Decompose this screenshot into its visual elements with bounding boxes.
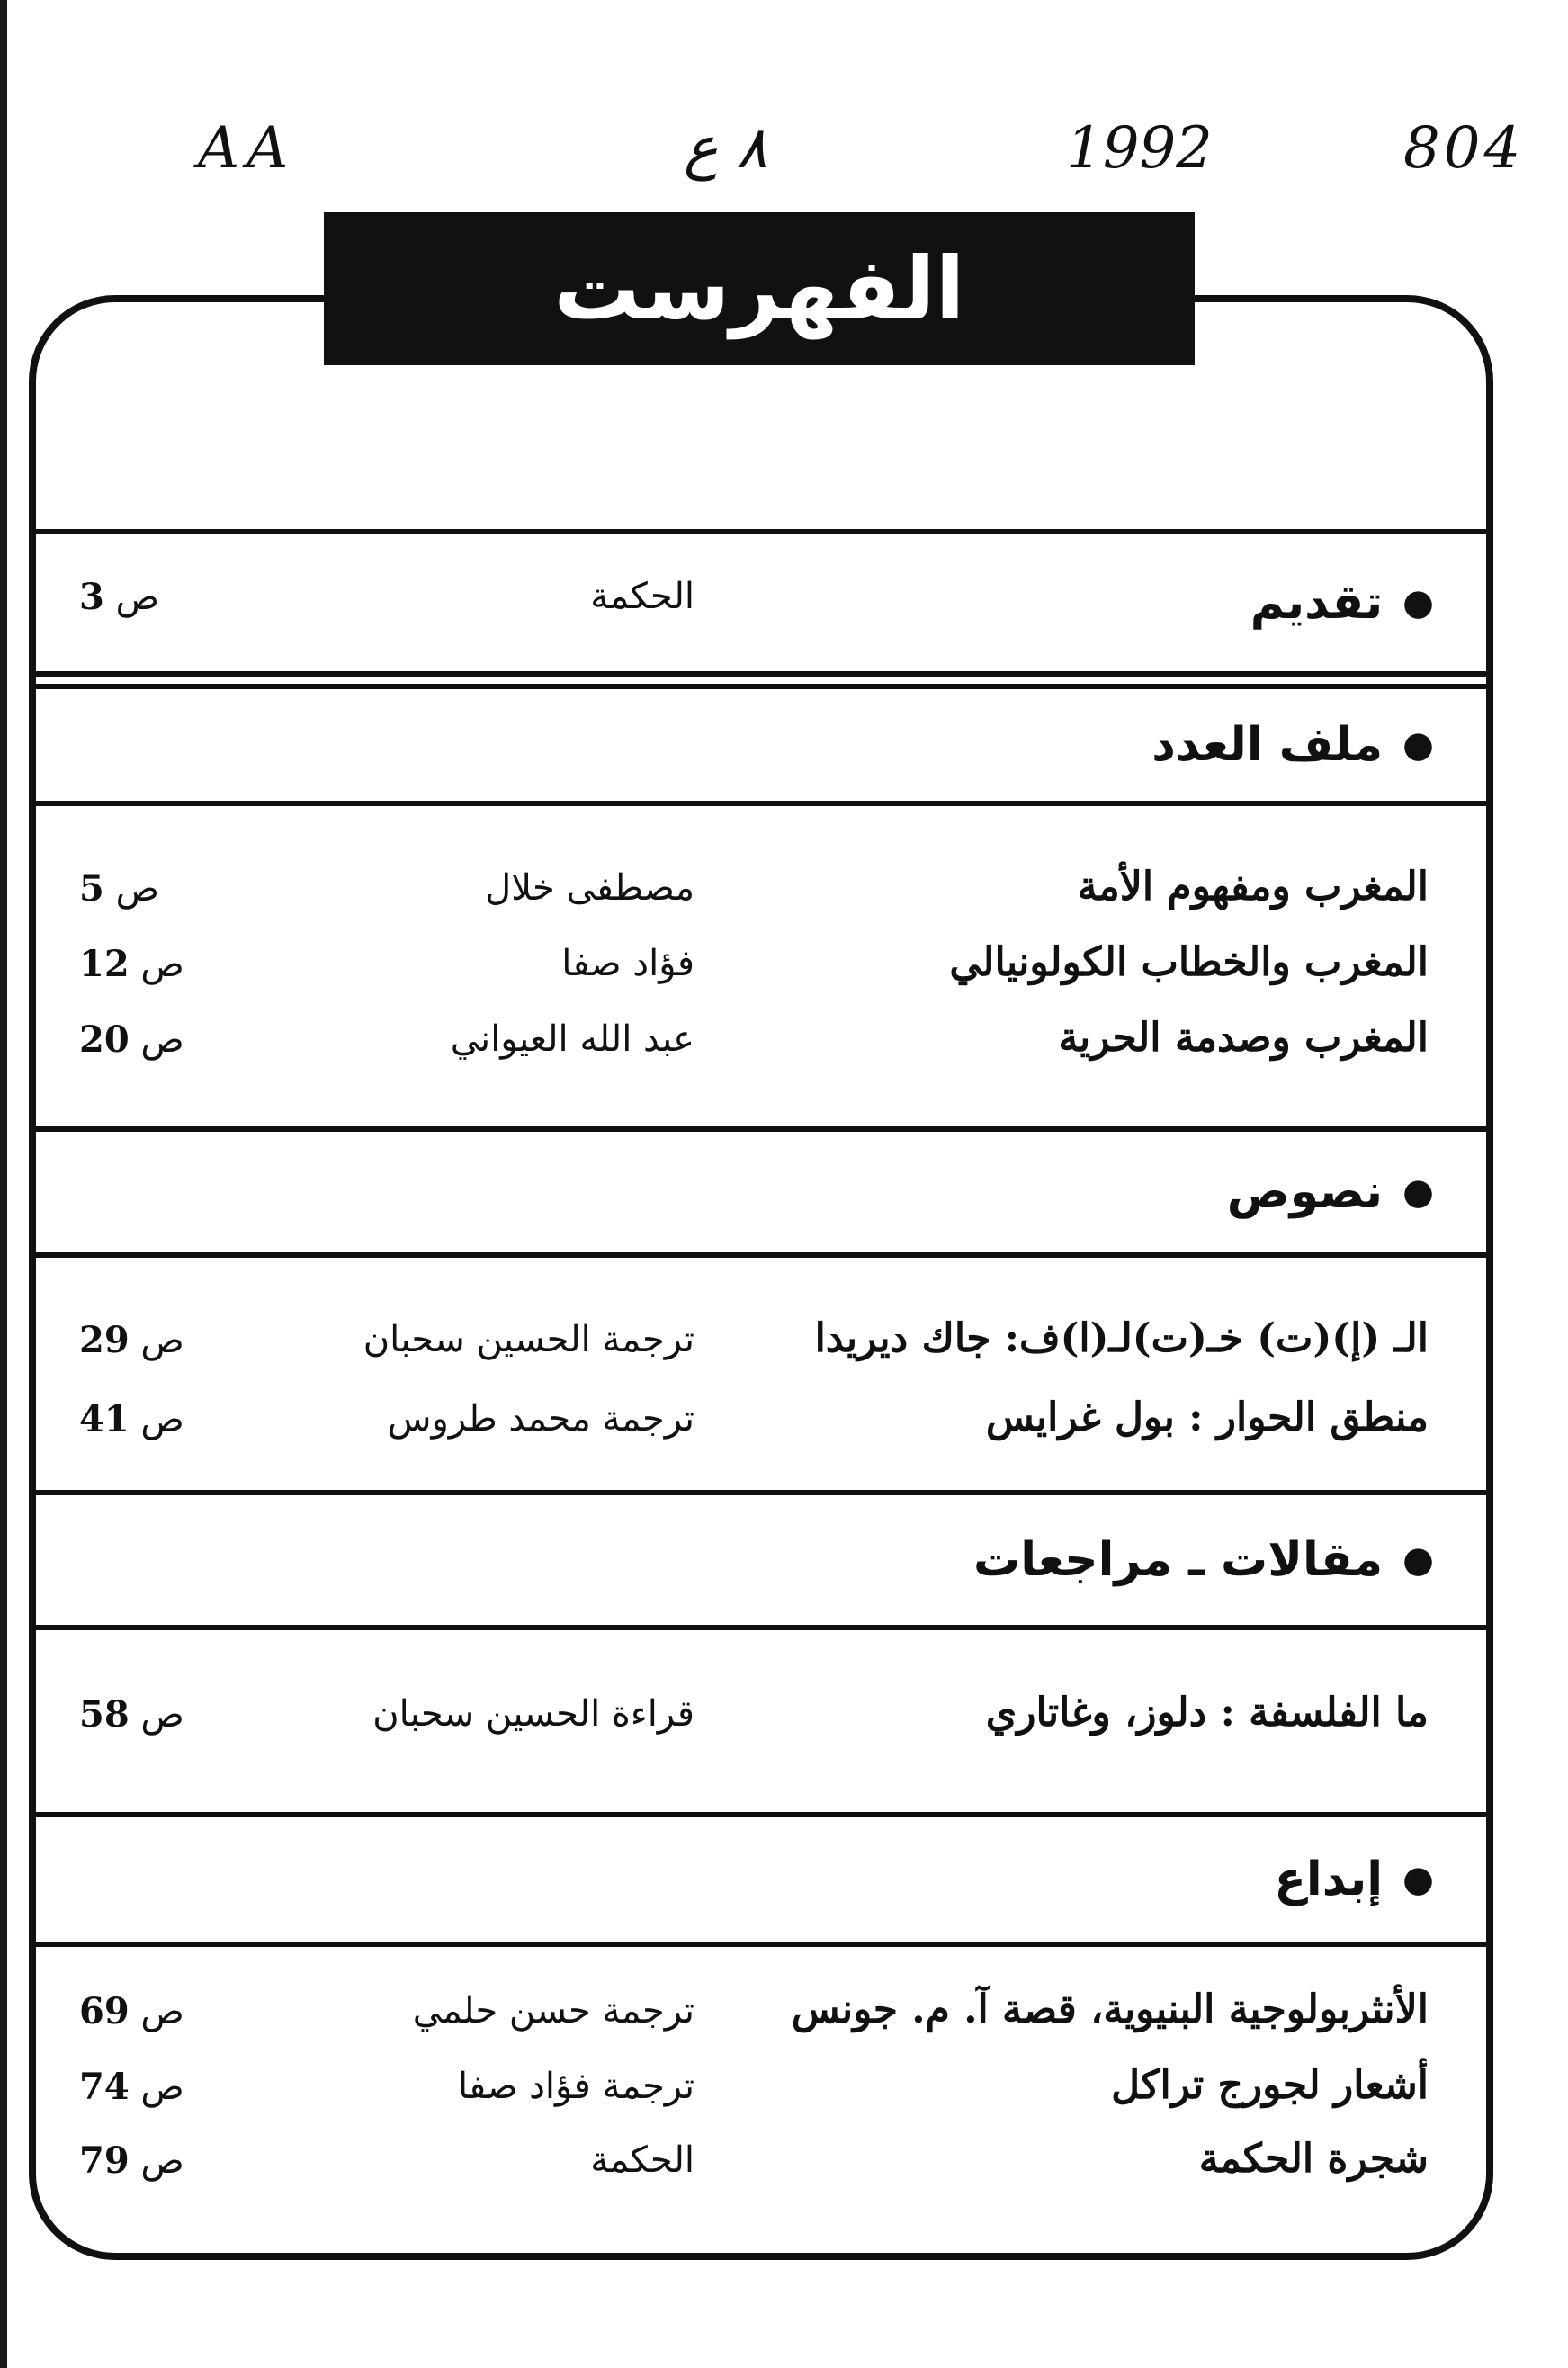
section-articles-reviews <box>36 1490 1486 1630</box>
entry-title: منطق الحوار : بول غرايس <box>985 1395 1429 1440</box>
entry-row <box>36 2062 1486 2125</box>
entry-title: المغرب والخطاب الكولونيالي <box>949 939 1429 985</box>
entry-title: الأنثربولوجية البنيوية، قصة آ. م. جونس <box>791 1987 1429 2032</box>
handwritten-note-left: AA <box>198 115 296 182</box>
entry-author: ترجمة محمد طروس <box>387 1398 694 1440</box>
handwritten-note-right: 804 <box>1403 115 1525 182</box>
section-issue-file <box>36 684 1486 806</box>
page-title: الفهرست <box>553 238 965 339</box>
entry-page: ص 3 <box>79 576 159 618</box>
section-texts <box>36 1126 1486 1258</box>
section-intro-label: تقديم <box>1250 576 1384 630</box>
section-creativity-label: إبداع <box>1274 1852 1384 1906</box>
section-texts-label: نصوص <box>1226 1165 1384 1219</box>
entry-author: فؤاد صفا <box>561 943 694 984</box>
intro-row <box>36 572 1486 635</box>
entry-author: ترجمة الحسين سحبان <box>363 1319 694 1360</box>
section-articles-reviews-label: مقالات ـ مراجعات <box>973 1533 1384 1587</box>
entry-author: قراءة الحسين سحبان <box>372 1693 694 1735</box>
entry-page: ص 20 <box>79 1018 184 1061</box>
entry-page: ص 74 <box>79 2066 184 2108</box>
entry-title: ما الفلسفة : دلوز، وغاتاري <box>985 1690 1429 1736</box>
entry-title: الـ (إ)(ت) خـ(ت)لـ(ا)ف: جاك ديريدا <box>814 1315 1429 1361</box>
entry-row <box>36 1987 1486 2050</box>
entry-row <box>36 1315 1486 1378</box>
entry-row <box>36 939 1486 1002</box>
scan-edge <box>0 0 7 2368</box>
entry-title: شجرة الحكمة <box>1198 2136 1429 2182</box>
entry-row <box>36 1015 1486 1078</box>
entry-author: الحكمة <box>590 576 694 617</box>
entry-row <box>36 2136 1486 2199</box>
entry-row <box>36 1690 1486 1753</box>
entry-title: المغرب وصدمة الحرية <box>1058 1015 1429 1061</box>
handwritten-note-middle: ٨ ع <box>684 115 767 182</box>
entry-page: ص 5 <box>79 867 159 910</box>
entry-author: ترجمة فؤاد صفا <box>457 2066 694 2107</box>
bullet-icon: ● <box>1402 582 1434 623</box>
handwritten-year: 1992 <box>1066 115 1213 182</box>
entry-author: مصطفى خلال <box>485 867 694 909</box>
entry-author: ترجمة حسن حلمي <box>412 1990 694 2032</box>
entry-page: ص 41 <box>79 1398 184 1440</box>
entry-row <box>36 864 1486 927</box>
entry-author: عبد الله العيواني <box>450 1018 694 1060</box>
entry-row <box>36 1395 1486 1458</box>
entry-page: ص 12 <box>79 943 184 985</box>
entry-page: ص 79 <box>79 2139 184 2182</box>
bullet-icon: ● <box>1402 1171 1434 1213</box>
bullet-icon: ● <box>1402 1859 1434 1900</box>
entry-page: ص 29 <box>79 1319 184 1361</box>
entry-page: ص 69 <box>79 1990 184 2032</box>
bullet-icon: ● <box>1402 724 1434 766</box>
bullet-icon: ● <box>1402 1539 1434 1581</box>
section-creativity <box>36 1812 1486 1947</box>
entry-page: ص 58 <box>79 1693 184 1736</box>
title-banner <box>324 212 1195 365</box>
section-issue-file-label: ملف العدد <box>1151 718 1384 772</box>
entry-author: الحكمة <box>590 2139 694 2181</box>
entry-title: المغرب ومفهوم الأمة <box>1077 864 1429 910</box>
entry-title: أشعار لجورج تراكل <box>1111 2062 1429 2108</box>
